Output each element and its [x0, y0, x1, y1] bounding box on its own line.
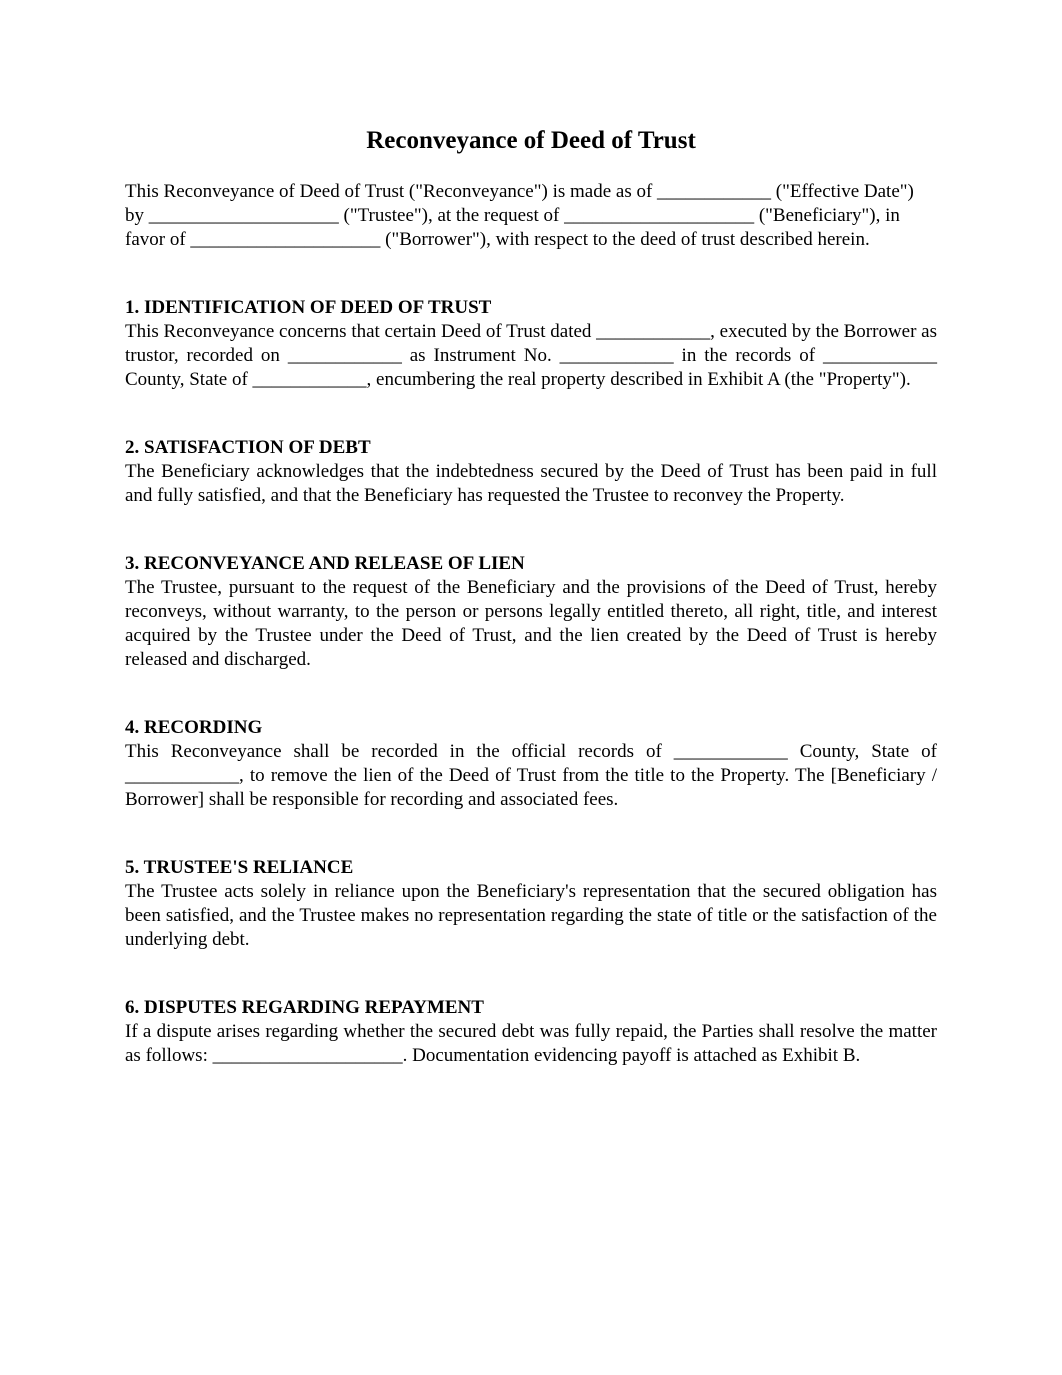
- section-body: This Reconveyance shall be recorded in the official records of ____________ County, State of ____________, to remove the lien of the Deed of Trust from the title to the Property. The [Beneficiary / Borrower] shall be responsible for recording and associated fees.: [125, 741, 937, 810]
- section-body: This Reconveyance concerns that certain Deed of Trust dated ____________, executed by the Borrower as trustor, recorded on ____________ as Instrument No. ____________ in the records of ____________ County, State of ____________, encumbering the real property described in Exhibit A (the "Property").: [125, 321, 938, 390]
- document-title: Reconveyance of Deed of Trust: [366, 127, 696, 154]
- section-body: The Trustee, pursuant to the request of the Beneficiary and the provisions of the Deed of Trust, hereby reconveys, without warranty, to the person or persons legally entitled thereto, all right, title, and interest acquired by the Trustee under the Deed of Trust, and the lien created by the Deed of Trust is hereby released and discharged.: [125, 577, 937, 670]
- section-heading: 1. IDENTIFICATION OF DEED OF TRUST: [125, 297, 492, 318]
- section-body: The Beneficiary acknowledges that the indebtedness secured by the Deed of Trust has been paid in full and fully satisfied, and that the Beneficiary has requested the Trustee to reconvey the Property.: [125, 461, 937, 506]
- section-heading: 6. DISPUTES REGARDING REPAYMENT: [125, 997, 484, 1018]
- section-body: The Trustee acts solely in reliance upon the Beneficiary's representation that the secured obligation has been satisfied, and the Trustee makes no representation regarding the state of title or the satisfaction of the underlying debt.: [125, 881, 937, 950]
- intro-paragraph: This Reconveyance of Deed of Trust ("Reconveyance") is made as of ____________ ("Effective Date") by ____________________ ("Trustee"), at the request of ____________________ ("Beneficiary"), in favor of ____________________ ("Borrower"), with respect to the deed of trust described herein.: [125, 181, 914, 250]
- section-identification: [125, 296, 937, 392]
- section-recording: [125, 716, 937, 812]
- section-satisfaction: [125, 436, 937, 508]
- document-page: [125, 126, 937, 1068]
- section-heading: 2. SATISFACTION OF DEBT: [125, 437, 371, 458]
- section-heading: 5. TRUSTEE'S RELIANCE: [125, 857, 354, 878]
- section-heading: 4. RECORDING: [125, 717, 263, 738]
- section-disputes: [125, 996, 937, 1068]
- section-body: If a dispute arises regarding whether the secured debt was fully repaid, the Parties shall resolve the matter as follows: ____________________. Documentation evidencing payoff is attached as Exhibit B.: [125, 1021, 937, 1066]
- section-reconveyance: [125, 552, 937, 672]
- section-trustee-reliance: [125, 856, 937, 952]
- section-heading: 3. RECONVEYANCE AND RELEASE OF LIEN: [125, 553, 525, 574]
